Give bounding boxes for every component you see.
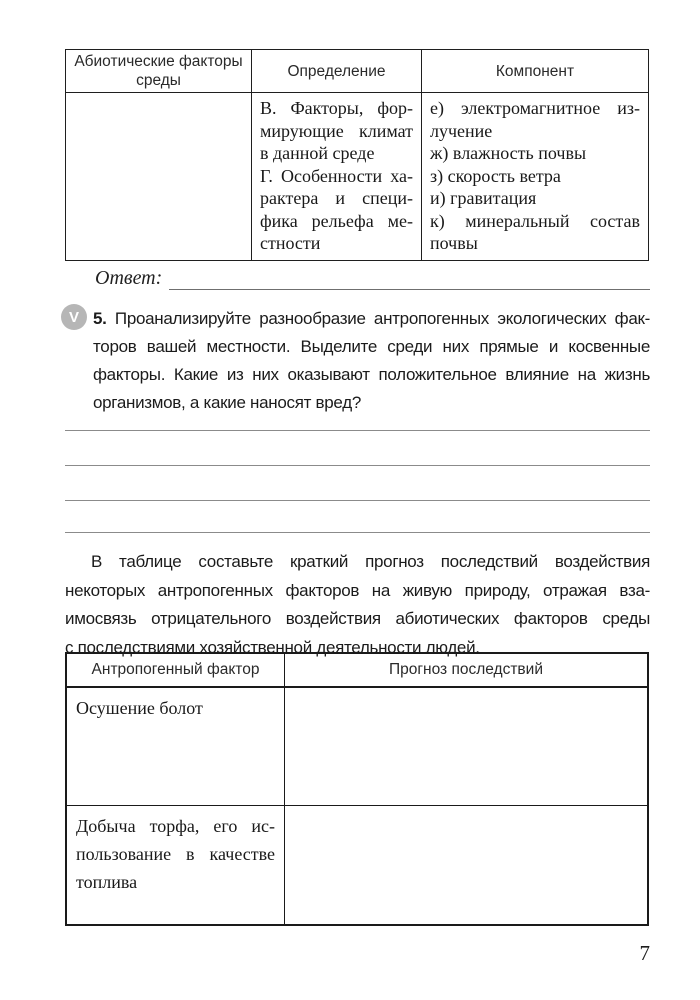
task5-line: организмов, а какие наносят вред? [93, 393, 361, 412]
definition-line: мирующие климат [260, 120, 413, 141]
definition-line: В. Факторы, фор- [260, 98, 413, 118]
writing-line[interactable] [65, 430, 650, 431]
factor-line: топлива [76, 872, 138, 892]
factor-line: пользование в качестве [76, 844, 275, 864]
answer-blank-line[interactable] [169, 268, 650, 290]
paragraph-line: некоторых антропогенных факторов на живую природу, отражая вза- [65, 580, 650, 600]
component-line: и) гравитация [430, 188, 537, 208]
factor-line: Осушение болот [76, 698, 203, 718]
task5-line: торов вашей местности. Выделите среди них прямые и косвенные [93, 337, 650, 356]
instruction-paragraph [65, 548, 650, 662]
component-line: к) минеральный состав [430, 210, 640, 231]
writing-line[interactable] [65, 465, 650, 466]
table1-header-component: Компонент [422, 50, 648, 93]
table2-header-factor: Антропогенный фактор [67, 654, 285, 688]
task5-number: 5. [93, 309, 107, 328]
definition-line: фика рельефа ме- [260, 210, 413, 231]
component-line: ж) влажность почвы [430, 143, 587, 163]
definition-line: стности [260, 233, 321, 253]
writing-line[interactable] [65, 532, 650, 533]
task5-line: факторы. Какие из них оказывают положительное влияние на жизнь [93, 365, 650, 384]
paragraph-line: имосвязь отрицательного воздействия абиотических факторов среды [65, 609, 650, 628]
component-line: е) электромагнитное из- [430, 98, 640, 118]
answer-label: Ответ: [95, 267, 163, 289]
task5-text [93, 305, 650, 417]
definition-line: Г. Особенности ха- [260, 165, 413, 186]
task5-line [93, 305, 650, 333]
component-line: лучение [430, 120, 493, 141]
component-line: з) скорость ветра [430, 165, 561, 186]
table2-row2-forecast-empty[interactable] [285, 806, 647, 924]
difficulty-badge: V [61, 304, 87, 330]
table1-header-definition: Определение [252, 50, 422, 93]
abiotic-factors-table [65, 49, 649, 261]
factor-line: Добыча торфа, его ис- [76, 816, 275, 836]
paragraph-line: В таблице составьте краткий прогноз последствий воздействия [91, 552, 650, 571]
table2-row2-factor [67, 806, 285, 924]
definition-line: в данной среде [260, 143, 375, 163]
table1-header-factors: Абиотические факторы среды [66, 50, 252, 93]
writing-line[interactable] [65, 500, 650, 501]
answer-row [95, 267, 650, 290]
table2-row1-factor [67, 688, 285, 806]
component-line: почвы [430, 233, 478, 253]
forecast-table [65, 652, 649, 926]
page-number: 7 [639, 941, 650, 965]
task5-line-text: Проанализируйте разнообразие антропогенных экологических фак- [114, 309, 650, 328]
table2-row1-forecast-empty[interactable] [285, 688, 647, 806]
table1-cell-definition [252, 93, 422, 260]
paragraph-line: с последствиями хозяйственной деятельности людей. [65, 637, 480, 657]
table1-cell-component [422, 93, 648, 260]
definition-line: рактера и специ- [260, 188, 413, 208]
table2-header-forecast: Прогноз последствий [285, 654, 647, 688]
table1-cell-factors-empty [66, 93, 252, 260]
